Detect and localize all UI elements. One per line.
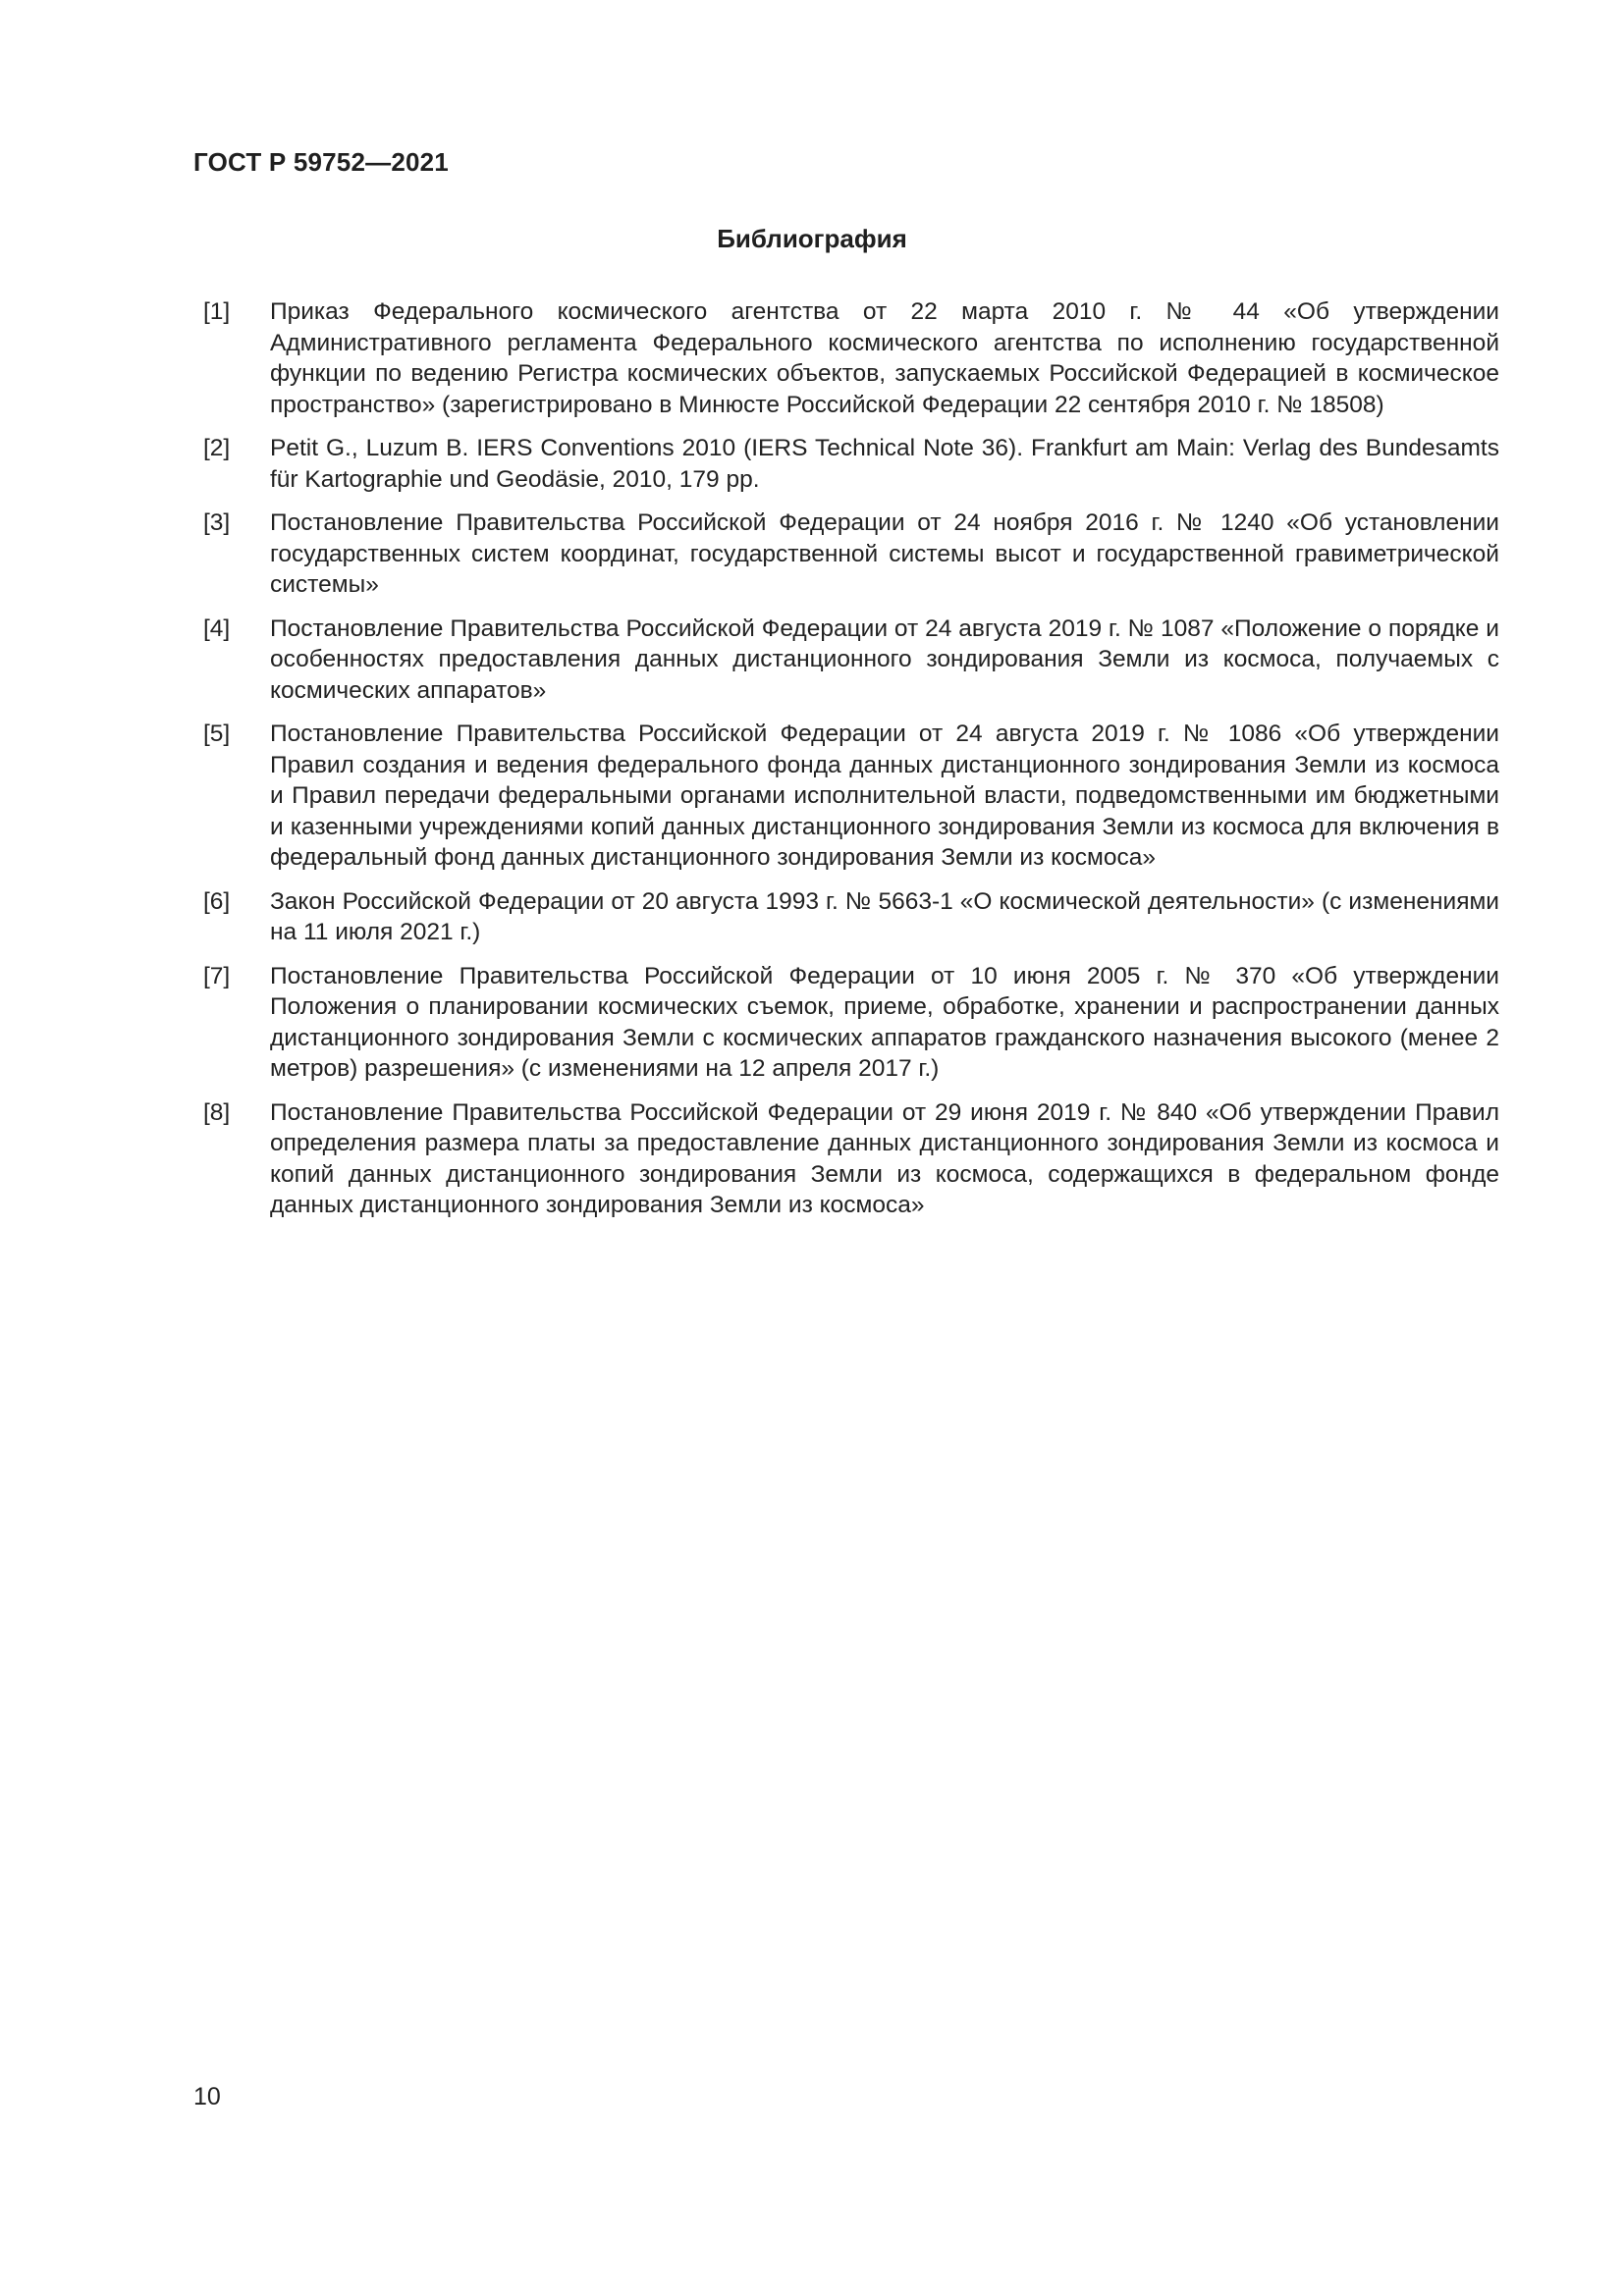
entry-text: Постановление Правительства Российской Федерации от 29 июня 2019 г. № 840 «Об утверждении Правил определения размера платы за предоставление данных дистанционного зондирования Земли из космоса и копий данных дистанционного зондирования Земли из космоса, содержащихся в федеральном фонде данных дистанционного зондирования Земли из космоса» <box>270 1098 1499 1218</box>
entry-text: Постановление Правительства Российской Федерации от 10 июня 2005 г. № 370 «Об утверждении Положения о планировании космических съемок, приеме, обработке, хранении и распространении данных дистанционного зондирования Земли с космических аппаратов гражданского назначения высокого (менее 2 метров) разрешения» (с изменениями на 12 апреля 2017 г.) <box>270 962 1499 1082</box>
document-code: ГОСТ Р 59752—2021 <box>193 147 449 177</box>
bibliography-entry <box>203 961 1499 1085</box>
section-title: Библиография <box>717 224 907 253</box>
entry-text: Постановление Правительства Российской Федерации от 24 ноября 2016 г. № 1240 «Об установлении государственных систем координат, государственной системы высот и государственной гравиметрической системы» <box>270 509 1499 598</box>
entry-text: Закон Российской Федерации от 20 августа 1993 г. № 5663-1 «О космической деятельности» (с изменениями на 11 июля 2021 г.) <box>270 887 1499 945</box>
entry-number: [6] <box>203 887 231 915</box>
entry-text: Petit G., Luzum B. IERS Conventions 2010 (IERS Technical Note 36). Frankfurt am Main: Verlag des Bundesamts für Kartographie und Geodäsie, 2010, 179 pp. <box>270 435 1499 493</box>
entry-number: [5] <box>203 721 231 747</box>
entry-number: [2] <box>203 435 231 461</box>
entry-number: [7] <box>203 962 231 989</box>
page-number: 10 <box>193 2083 221 2110</box>
bibliography-entry <box>203 433 1499 495</box>
bibliography-entry <box>203 886 1499 948</box>
entry-text: Постановление Правительства Российской Федерации от 24 августа 2019 г. № 1087 «Положение о порядке и особенностях предоставления данных дистанционного зондирования Земли из космоса, получаемых с космических аппаратов» <box>270 614 1499 704</box>
bibliography-entry <box>203 296 1499 420</box>
bibliography-entry <box>203 507 1499 601</box>
entry-number: [4] <box>203 614 231 642</box>
bibliography-entry <box>203 719 1499 874</box>
entry-text: Постановление Правительства Российской Федерации от 24 августа 2019 г. № 1086 «Об утверждении Правил создания и ведения федерального фонда данных дистанционного зондирования Земли из космоса и Правил передачи федеральными органами исполнительной власти, подведомственными им бюджетными и казенными учреждениями копий данных дистанционного зондирования Земли из космоса для включения в федеральный фонд данных дистанционного зондирования Земли из космоса» <box>270 721 1499 871</box>
entry-number: [8] <box>203 1098 231 1126</box>
entry-text: Приказ Федерального космического агентства от 22 марта 2010 г. № 44 «Об утверждении Административного регламента Федерального космического агентства по исполнению государственной функции по ведению Регистра космических объектов, запускаемых Российской Федерацией в космическое пространство» (зарегистрировано в Минюсте Российской Федерации 22 сентября 2010 г. № 18508) <box>270 298 1499 418</box>
bibliography-entry <box>203 614 1499 707</box>
bibliography-entry <box>203 1097 1499 1221</box>
entry-number: [3] <box>203 509 231 536</box>
bibliography-list <box>203 296 1499 1234</box>
entry-number: [1] <box>203 298 231 325</box>
